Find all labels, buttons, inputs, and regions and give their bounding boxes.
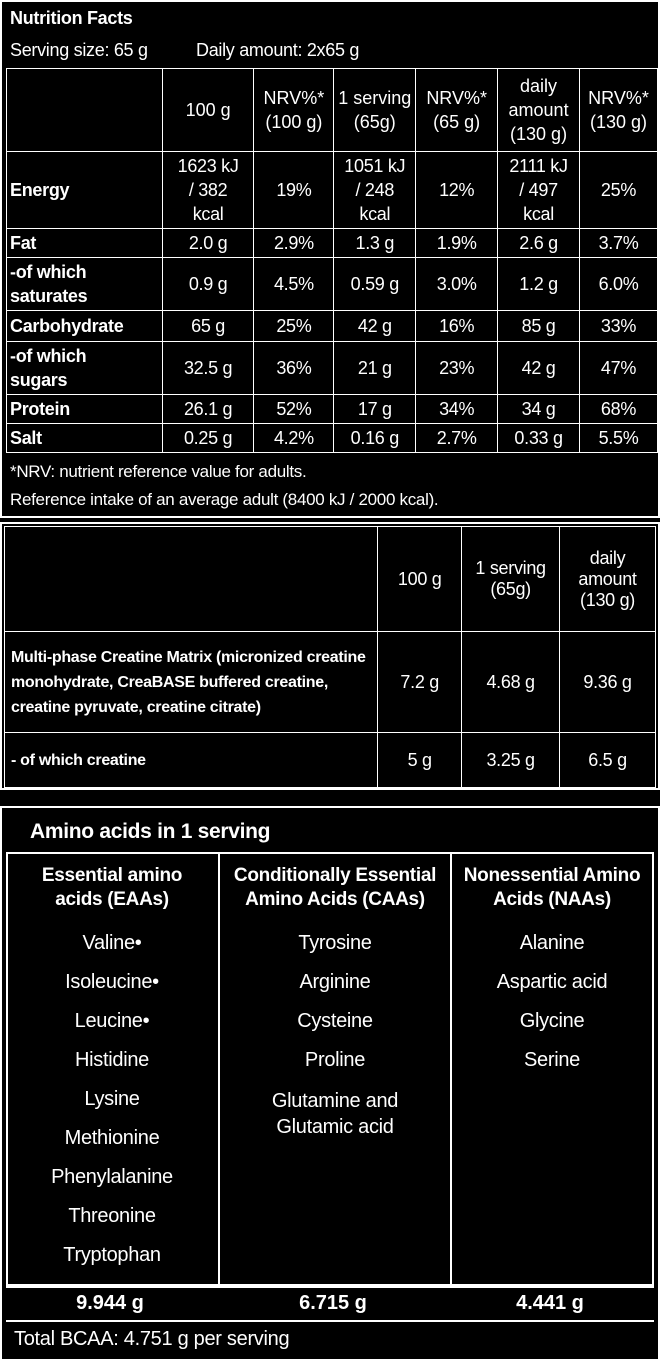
nutrient-value: 1051 kJ / 248 kcal <box>334 152 416 229</box>
amino-acid-list <box>8 924 216 1275</box>
nutrient-value: 0.25 g <box>162 424 254 453</box>
nutrition-header-cell: 100 g <box>162 69 254 152</box>
amino-title: Amino acids in 1 serving <box>30 820 271 843</box>
nutrient-value: 21 g <box>334 342 416 395</box>
nutrient-value: 42 g <box>334 311 416 342</box>
amino-acid-item: Proline <box>304 1049 366 1071</box>
footnote-reference-intake: Reference intake of an average adult (8400 kJ / 2000 kcal). <box>10 490 439 509</box>
essential-amino-column <box>8 854 216 1284</box>
nutrient-label: Salt <box>7 424 163 453</box>
nutrient-value: 1.3 g <box>334 229 416 258</box>
nutrient-value: 23% <box>416 342 498 395</box>
nutrition-header-row <box>7 69 658 152</box>
nutrition-row <box>7 395 658 424</box>
amino-column-header: Conditionally Essential Amino Acids (CAAs) <box>233 865 437 910</box>
nutrition-header-cell: NRV%* (100 g) <box>254 69 334 152</box>
nutrient-label: -of which saturates <box>7 258 163 311</box>
creatine-header-cell <box>5 527 378 632</box>
creatine-value: 5 g <box>378 733 462 788</box>
creatine-row <box>5 733 656 788</box>
nutrient-value: 42 g <box>498 342 580 395</box>
amino-acid-item: Valine• <box>82 932 142 954</box>
nutrition-title: Nutrition Facts <box>10 8 133 28</box>
nutrient-label: -of which sugars <box>7 342 163 395</box>
creatine-value: 9.36 g <box>560 632 656 733</box>
nutrient-value: 12% <box>416 152 498 229</box>
nutrient-value: 4.2% <box>254 424 334 453</box>
nutrition-row <box>7 152 658 229</box>
nutrition-row <box>7 424 658 453</box>
nutrition-table <box>6 68 658 453</box>
nutrient-value: 33% <box>580 311 658 342</box>
total-naa: 4.441 g <box>516 1292 584 1314</box>
amino-acid-item: Tryptophan <box>63 1244 161 1266</box>
nutrient-value: 2.0 g <box>162 229 254 258</box>
nutrient-label: Energy <box>7 152 163 229</box>
nutrient-value: 4.5% <box>254 258 334 311</box>
nutrient-value: 19% <box>254 152 334 229</box>
nutrient-label: Fat <box>7 229 163 258</box>
creatine-label: - of which creatine <box>5 733 378 788</box>
amino-acid-item: Alanine <box>519 932 585 954</box>
amino-acid-item: Methionine <box>64 1127 160 1149</box>
nutrient-value: 25% <box>254 311 334 342</box>
amino-column-header: Nonessential Amino Acids (NAAs) <box>463 865 641 910</box>
nutrient-value: 1.9% <box>416 229 498 258</box>
nutrition-row <box>7 258 658 311</box>
nutrient-value: 2111 kJ / 497 kcal <box>498 152 580 229</box>
nonessential-column <box>452 854 652 1284</box>
nutrition-header-cell: daily amount (130 g) <box>498 69 580 152</box>
nutrition-header-cell: NRV%* (65 g) <box>416 69 498 152</box>
amino-acid-item: Leucine• <box>74 1010 150 1032</box>
total-bcaa: Total BCAA: 4.751 g per serving <box>14 1328 290 1350</box>
nutrient-label: Carbohydrate <box>7 311 163 342</box>
nutrient-value: 17 g <box>334 395 416 424</box>
creatine-panel <box>0 522 660 790</box>
nutrient-value: 6.0% <box>580 258 658 311</box>
nutrient-value: 2.7% <box>416 424 498 453</box>
amino-acid-item: Aspartic acid <box>496 971 608 993</box>
nutrition-header-cell <box>7 69 163 152</box>
amino-acid-item: Isoleucine• <box>65 971 159 993</box>
creatine-value: 7.2 g <box>378 632 462 733</box>
nutrient-value: 1623 kJ / 382 kcal <box>162 152 254 229</box>
creatine-value: 6.5 g <box>560 733 656 788</box>
amino-acid-item: Glutamine and Glutamic acid <box>271 1090 399 1138</box>
creatine-header-cell: 1 serving (65g) <box>462 527 560 632</box>
nutrient-value: 32.5 g <box>162 342 254 395</box>
amino-acid-item: Cysteine <box>297 1010 373 1032</box>
creatine-row <box>5 632 656 733</box>
nutrient-value: 85 g <box>498 311 580 342</box>
nutrient-value: 3.7% <box>580 229 658 258</box>
amino-columns <box>6 852 654 1286</box>
nutrient-value: 16% <box>416 311 498 342</box>
amino-acids-panel <box>0 806 660 1361</box>
amino-acid-list <box>220 924 450 1140</box>
footnote-nrv: *NRV: nutrient reference value for adults. <box>10 462 307 481</box>
nutrient-value: 0.9 g <box>162 258 254 311</box>
nutrient-value: 52% <box>254 395 334 424</box>
nutrition-facts-panel <box>0 0 660 518</box>
amino-acid-list <box>452 924 652 1080</box>
creatine-value: 4.68 g <box>462 632 560 733</box>
nutrient-value: 2.6 g <box>498 229 580 258</box>
creatine-header-cell: 100 g <box>378 527 462 632</box>
nutrient-value: 3.0% <box>416 258 498 311</box>
daily-amount: Daily amount: 2x65 g <box>196 40 360 60</box>
nutrient-value: 26.1 g <box>162 395 254 424</box>
amino-acid-item: Tyrosine <box>298 932 372 954</box>
nutrient-value: 25% <box>580 152 658 229</box>
nutrient-value: 47% <box>580 342 658 395</box>
nutrition-row <box>7 311 658 342</box>
creatine-value: 3.25 g <box>462 733 560 788</box>
nutrient-value: 2.9% <box>254 229 334 258</box>
nutrient-value: 34% <box>416 395 498 424</box>
nutrient-value: 0.16 g <box>334 424 416 453</box>
nutrient-value: 34 g <box>498 395 580 424</box>
nutrient-value: 68% <box>580 395 658 424</box>
nutrient-value: 0.33 g <box>498 424 580 453</box>
nutrition-header-cell: 1 serving (65g) <box>334 69 416 152</box>
nutrition-header-cell: NRV%* (130 g) <box>580 69 658 152</box>
amino-acid-item: Arginine <box>299 971 371 993</box>
conditionally-essential-column <box>218 854 452 1284</box>
nutrient-value: 1.2 g <box>498 258 580 311</box>
amino-acid-item: Lysine <box>84 1088 140 1110</box>
amino-acid-item: Glycine <box>519 1010 585 1032</box>
total-caa: 6.715 g <box>299 1292 367 1314</box>
amino-acid-item: Serine <box>523 1049 580 1071</box>
amino-acid-item: Histidine <box>75 1049 149 1071</box>
nutrient-label: Protein <box>7 395 163 424</box>
nutrient-value: 0.59 g <box>334 258 416 311</box>
creatine-header-cell: daily amount (130 g) <box>560 527 656 632</box>
amino-acid-item: Threonine <box>68 1205 156 1227</box>
total-eaa: 9.944 g <box>76 1292 144 1314</box>
amino-totals-row <box>6 1286 654 1322</box>
nutrient-value: 65 g <box>162 311 254 342</box>
creatine-header-row <box>5 527 656 632</box>
amino-column-header: Essential amino acids (EAAs) <box>41 865 183 910</box>
nutrient-value: 5.5% <box>580 424 658 453</box>
serving-size: Serving size: 65 g <box>10 40 148 60</box>
amino-acid-item: Phenylalanine <box>51 1166 173 1188</box>
creatine-table <box>4 526 656 788</box>
nutrition-row <box>7 229 658 258</box>
creatine-label: Multi-phase Creatine Matrix (micronized creatine monohydrate, CreaBASE buffered creatine, creatine pyruvate, creatine citrate) <box>5 632 378 733</box>
nutrient-value: 36% <box>254 342 334 395</box>
nutrition-row <box>7 342 658 395</box>
